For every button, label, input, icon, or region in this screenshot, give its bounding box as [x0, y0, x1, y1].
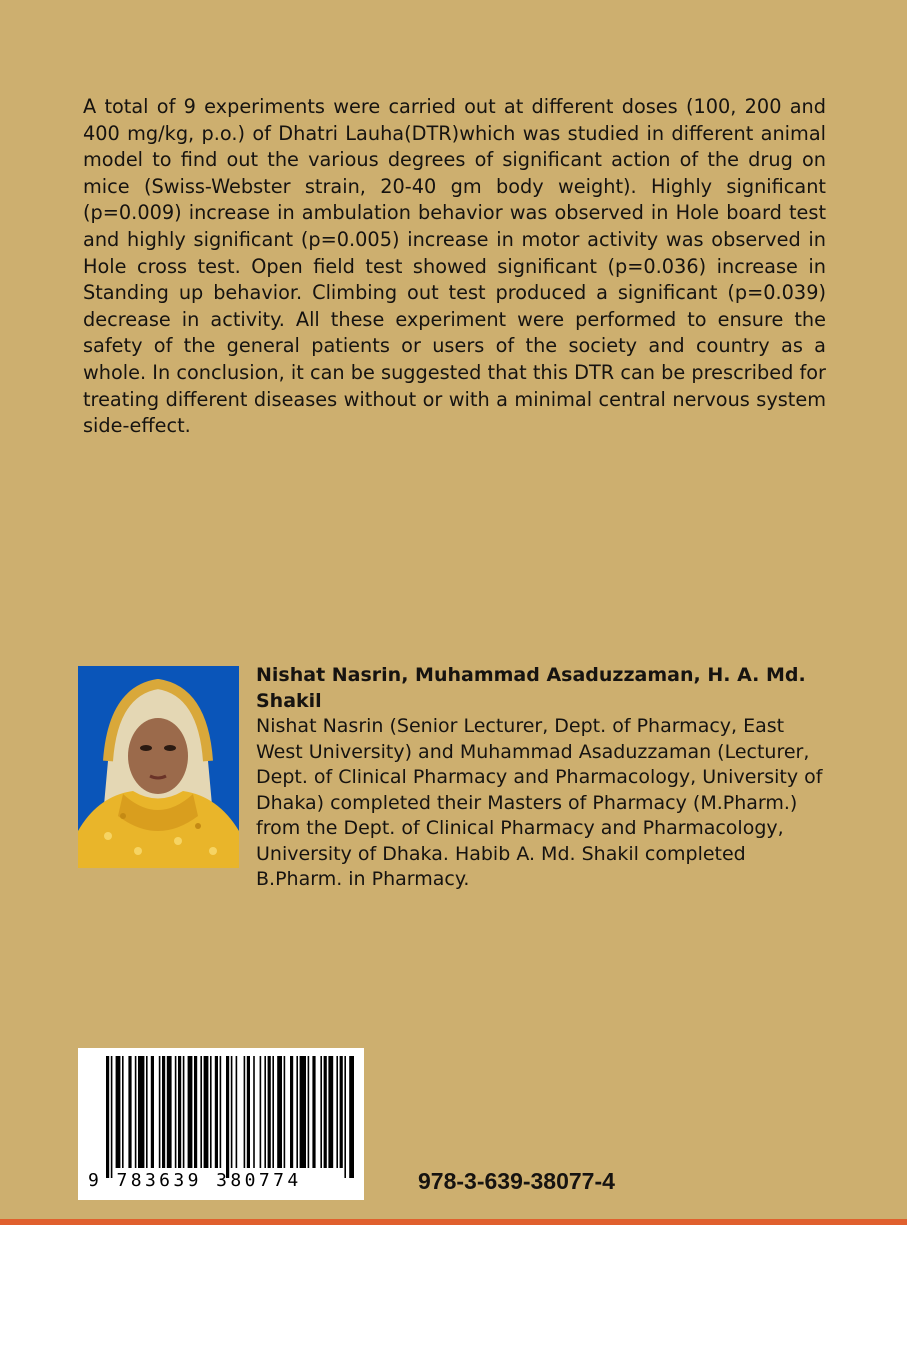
- author-bio-text: Nishat Nasrin (Senior Lecturer, Dept. of Pharmacy, East West University) and Muhammad Asaduzzaman (Lecturer, Dept. of Clinical Pharmacy and Pharmacology, University of Dhaka) completed their Masters of Pharmacy (M.Pharm.) from the Dept. of Clinical Pharmacy and Pharmacology, University of Dhaka. Habib A. Md. Shakil completed B.Pharm. in Pharmacy.: [256, 715, 823, 890]
- barcode: [78, 1048, 364, 1200]
- author-names: Nishat Nasrin, Muhammad Asaduzzaman, H. A. Md. Shakil: [256, 664, 806, 712]
- barcode-digits: 9 783639 380774: [88, 1170, 302, 1191]
- author-portrait-icon: [78, 666, 239, 868]
- author-photo: [78, 666, 239, 868]
- isbn-number: 978-3-639-38077-4: [418, 1168, 615, 1194]
- author-bio: [256, 663, 831, 893]
- blurb-text: A total of 9 experiments were carried out at different doses (100, 200 and 400 mg/kg, p.o.) of Dhatri Lauha(DTR)which was studied in different animal model to find out the various degrees of significant action of the drug on mice (Swiss-Webster strain, 20-40 gm body weight). Highly significant (p=0.009) increase in ambulation behavior was observed in Hole board test and highly significant (p=0.005) increase in motor activity was observed in Hole cross test. Open field test showed significant (p=0.036) increase in Standing up behavior. Climbing out test produced a significant (p=0.039) decrease in activity. All these experiment were performed to ensure the safety of the general patients or users of the society and country as a whole. In conclusion, it can be suggested that this DTR can be prescribed for treating different diseases without or with a minimal central nervous system side-effect.: [83, 95, 826, 438]
- accent-stripe: [0, 1219, 907, 1225]
